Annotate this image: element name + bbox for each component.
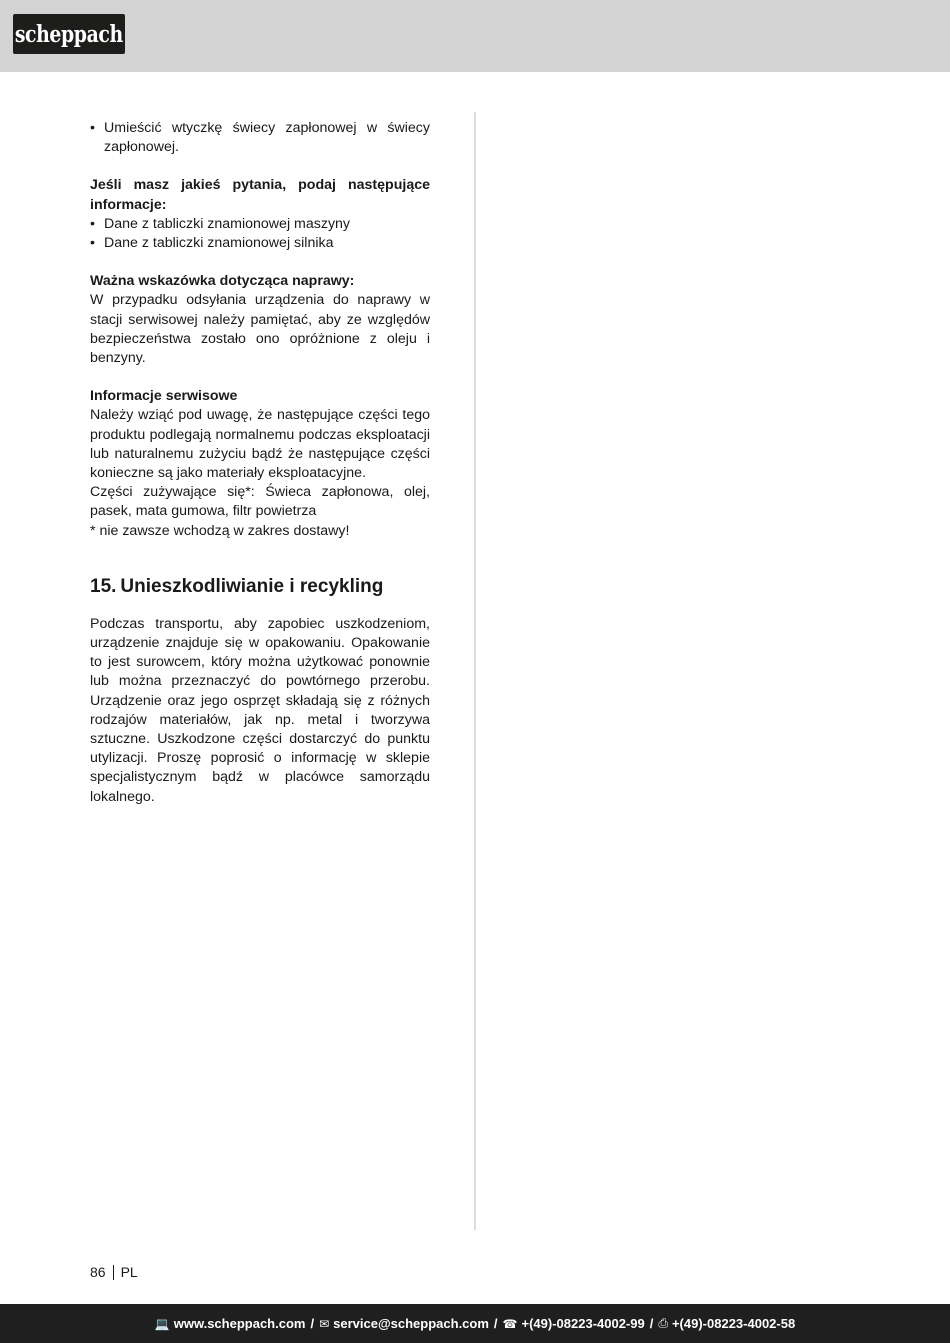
footer-separator: / — [310, 1316, 315, 1331]
computer-icon: 💻 — [154, 1316, 170, 1331]
page-number-separator — [113, 1265, 114, 1280]
footer-phone: +(49)-08223-4002-99 — [521, 1316, 645, 1331]
footer-separator: / — [493, 1316, 498, 1331]
repair-text: W przypadku odsyłania urządzenia do naprawy w stacji serwisowej należy pamiętać, aby ze względów bezpieczeństwa zostało ono opróżnione z oleju i benzyny. — [90, 292, 430, 367]
footer-fax: +(49)-08223-4002-58 — [671, 1316, 796, 1331]
footer-band — [0, 1304, 950, 1343]
questions-item-engine-plate: • Dane z tabliczki znamionowej silnika — [90, 234, 430, 253]
repair-heading: Ważna wskazówka dotycząca naprawy: — [90, 273, 355, 290]
bullet-spark-plug: • Umieścić wtyczkę świecy zapłonowej w świecy zapłonowej. — [90, 119, 430, 157]
column-divider — [474, 112, 476, 1230]
page-language: PL — [120, 1264, 138, 1280]
service-heading: Informacje serwisowe — [90, 388, 238, 405]
header-band — [0, 0, 950, 72]
section-title: Unieszkodliwianie i recykling — [120, 575, 384, 597]
phone-icon: ☎ — [502, 1316, 518, 1331]
page-number — [90, 1264, 138, 1280]
fax-icon: ⎙ — [658, 1316, 668, 1330]
questions-item-machine-plate: • Dane z tabliczki znamionowej maszyny — [90, 215, 430, 234]
service-text: Należy wziąć pod uwagę, że następujące części tego produktu podlegają normalnemu podczas eksploatacji lub naturalnemu zużyciu bądź że następujące części konieczne są jako materiały eksploatacyjne. — [90, 407, 430, 482]
scheppach-logo — [13, 14, 125, 54]
page-number-value: 86 — [90, 1264, 106, 1280]
footer-separator: / — [649, 1316, 654, 1331]
section-text: Podczas transportu, aby zapobiec uszkodzeniom, urządzenie znajduje się w opakowaniu. Opakowanie to jest surowcem, który można użytkować ponownie lub można przeznaczyć do powtórnego przerobu. Urządzenie oraz jego osprzęt składają się z różnych rodzajów materiałów, jak np. metal i tworzywa sztuczne. Uszkodzone części dostarczyć do punktu utylizacji. Proszę poprosić o informację w sklepie specjalistycznym bądź w placówce samorządu lokalnego. — [90, 615, 430, 805]
logo-text: scheppach — [15, 20, 123, 48]
footer-website[interactable]: www.scheppach.com — [173, 1316, 306, 1331]
section-heading — [90, 574, 430, 600]
footer-email[interactable]: service@scheppach.com — [333, 1316, 489, 1331]
footnote: * nie zawsze wchodzą w zakres dostawy! — [90, 522, 350, 539]
section-number: 15. — [90, 575, 117, 597]
content-column — [90, 119, 430, 807]
mail-icon: ✉ — [319, 1316, 330, 1331]
wear-parts-text: Części zużywające się*: Świeca zapłonowa, olej, pasek, mata gumowa, filtr powietrza — [90, 484, 430, 520]
questions-heading: Jeśli masz jakieś pytania, podaj następujące informacje: — [90, 177, 430, 213]
